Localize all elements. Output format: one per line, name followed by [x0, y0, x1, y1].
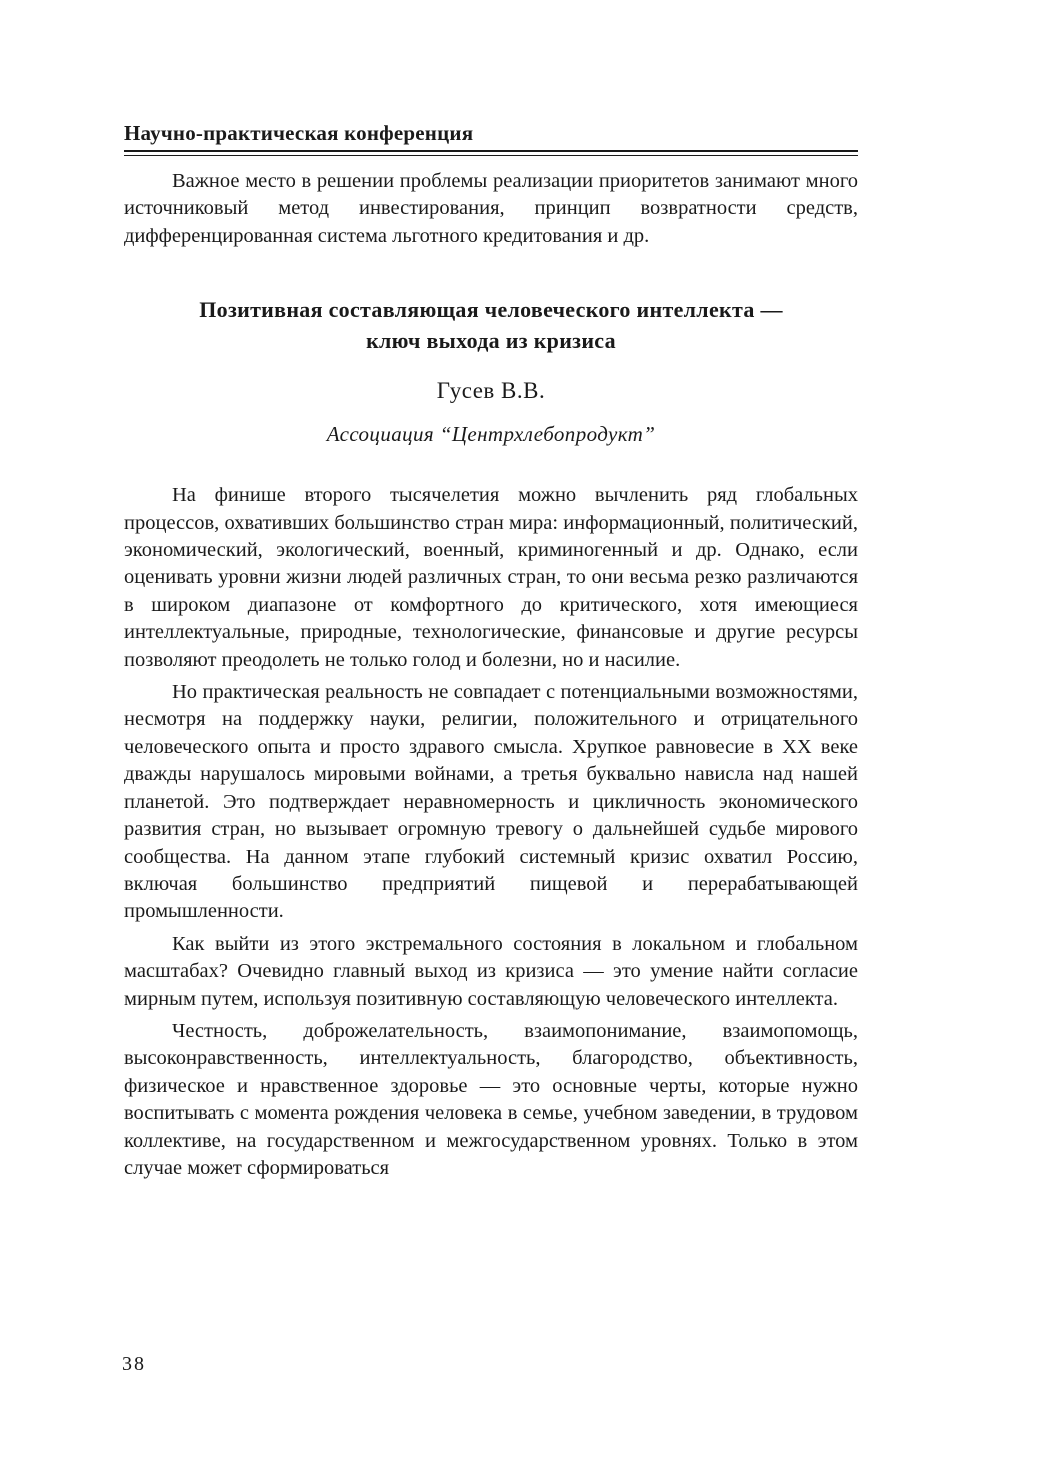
article-body	[124, 482, 858, 1182]
body-paragraph-1: На финише второго тысячелетия можно вычленить ряд глобальных процессов, охвативших большинство стран мира: информационный, политический, экономический, экологический, военный, криминогенный и др. Однако, если оценивать уровни жизни людей различных стран, то они весьма резко различаются в широком диапазоне от комфортного до критического, хотя имеющиеся интеллектуальные, природные, технологические, финансовые и другие ресурсы позволяют преодолеть не только голод и болезни, но и насилие.	[124, 484, 858, 671]
article-title-line-2: ключ выхода из кризиса	[366, 328, 616, 354]
header-rule-thick	[124, 150, 858, 152]
document-page	[124, 120, 858, 1182]
body-paragraph-4: Честность, доброжелательность, взаимопонимание, взаимопомощь, высоконравственность, интеллектуальность, благородство, объективность, физическое и нравственное здоровье — это основные черты, которые нужно воспитывать с момента рождения человека в семье, учебном заведении, в трудовом коллективе, на государственном и межгосударственном уровнях. Только в этом случае может сформироваться	[124, 1019, 858, 1179]
body-paragraph-3: Как выйти из этого экстремального состояния в локальном и глобальном масштабах? Очевидно главный выход из кризиса — это умение найти согласие мирным путем, используя позитивную составляющую человеческого интеллекта.	[124, 932, 858, 1010]
article-title-line-1: Позитивная составляющая человеческого интеллекта —	[199, 297, 783, 323]
intro-paragraph: Важное место в решении проблемы реализации приоритетов занимают много источниковый метод инвестирования, принцип возвратности средств, дифференцированная система льготного кредитования и др.	[124, 170, 858, 247]
body-paragraph-2: Но практическая реальность не совпадает с потенциальными возможностями, несмотря на поддержку науки, религии, положительного и отрицательного человеческого опыта и просто здравого смысла. Хрупкое равновесие в XX веке дважды нарушалось мировыми войнами, а третья буквально нависла над нашей планетой. Это подтверждает неравномерность и цикличность экономического развития стран, но вызывает огромную тревогу о дальнейшей судьбе мирового сообщества. На данном этапе глубокий системный кризис охватил Россию, включая большинство предприятий пищевой и перерабатывающей промышленности.	[124, 681, 858, 923]
page-number: 38	[122, 1353, 146, 1375]
article-affiliation: Ассоциация “Центрхлебопродукт”	[326, 422, 656, 447]
article-author: Гусев В.В.	[436, 378, 546, 404]
header-rule-thin	[124, 155, 858, 156]
article-title	[124, 294, 858, 356]
running-header: Научно-практическая конференция	[124, 121, 474, 145]
